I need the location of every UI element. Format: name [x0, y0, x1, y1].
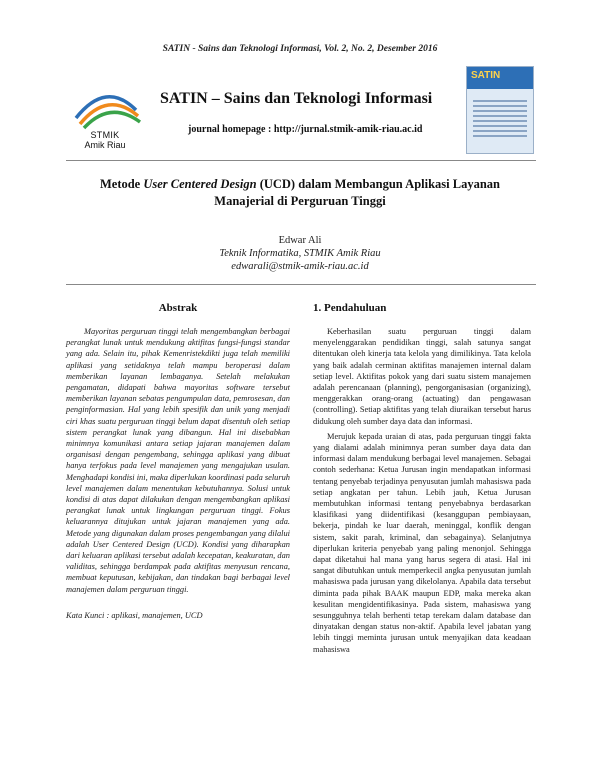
journal-header	[66, 66, 536, 156]
title-divider	[66, 284, 536, 285]
journal-homepage[interactable]: journal homepage : http://jurnal.stmik-amik-riau.ac.id	[188, 124, 423, 135]
header-divider	[66, 160, 536, 161]
paper-title-part2: (UCD) dalam Membangun Aplikasi Layanan	[256, 177, 501, 191]
cover-title: SATIN	[471, 70, 501, 81]
stmik-logo	[66, 74, 144, 154]
introduction-paragraph-1: Keberhasilan suatu perguruan tinggi dalam menyelenggarakan pendidikan tinggi, salah satunya sangat ditentukan oleh kinerja tata kelola yang dimilikinya. Tata kelola yang baik adalah cerminan aktifitas manajemen internal dalam setiap level. Aktifitas pokok yang dari suatu sistem manajemen adalah perencanaan (planning), pengorganisasian (organizing), menggerakkan orang-orang (actuating) dan pengawasan (controlling). Setiap aktifitas yang telah diuraikan tersebut harus didukung oleh sumber daya data dan informasi.	[313, 327, 531, 426]
author-name: Edwar Ali	[278, 235, 322, 246]
paper-title-part1: Metode	[99, 177, 144, 191]
logo-text-amik-riau: Amik Riau	[84, 140, 126, 150]
author-affiliation: Teknik Informatika, STMIK Amik Riau	[219, 248, 381, 259]
logo-text-stmik: STMIK	[90, 130, 120, 140]
abstract-text: Mayoritas perguruan tinggi telah mengembangkan berbagai perangkat lunak untuk mendukung aktifitas fungsi-fungsi standar yang ada. Selain itu, pihak Kemenristekdikti juga telah memiliki aplikasi yang setidaknya telah mampu beroperasi dalam memberikan layanan lembaganya. Setelah melakukan pengamatan, didapati bahwa mayoritas software tersebut memberikan layanan sebatas pengumpulan data, pemrosesan, dan penginformasian. Hal yang lebih spesifik dan unik yang menjadi ciri khas suatu perguruan tinggi belum dapat disentuh oleh setiap sistem perangkat lunak yang dibangun. Hal ini disebabkan minimnya komunikasi antara setiap jajaran manajemen dalam organisasi dengan pengembang, sehingga aplikasi yang dibuat hanya terfokus pada level manajemen yang mengajukan usulan. Menghadapi kondisi ini, maka diperlukan koordinasi pada seluruh level manajemen dalam menentukan kebutuhannya. Solusi untuk kondisi di atas dapat dilakukan dengan mengembangkan aplikasi perangkat lunak untuk lingkungan perguruan tinggi. Fokus keluarannya ditujukan untuk jajaran manajemen yang ada. Metode yang digunakan dalam proses pengembangan yang dilalui adalah User Centered Design (UCD). Kondisi yang diharapkan dari keluaran aplikasi tersebut adalah kecepatan, keakuratan, dan validitas, sehingga berdampak pada aktifitas menyusun rencana, membuat keputusan, kebijakan, dan tindakan bagi berbagai level manajemen dalam perguruan tinggi.	[66, 327, 290, 594]
author-block	[0, 234, 600, 273]
stmik-logo-mark	[66, 74, 144, 130]
introduction-paragraph-2: Merujuk kepada uraian di atas, pada perguruan tinggi fakta yang dialami adalah minimnya peran sumber daya data dan informasi dalam mendukung berbagai level manajemen. Sebagai contoh sederhana: Ketua Jurusan ingin mendapatkan informasi tentang penyebab terjadinya penyusutan jumlah mahasiswa pada setiap angkatan per tahun. Lebih jauh, Ketua Jurusan membutuhkan informasi tentang penyebabnya berdasarkan klasifikasi yang diidentifikasi (kesanggupan pembiayaan, bekerja, pindah ke luar daerah, meninggal, konflik dengan sistem, sakit parah, kriminal, dan sebagainya). Selanjutnya diperlukan kriteria penyebab yang paling menonjol. Sehingga dapat diketahui hal mana yang harus segera di atasi. Hal ini sangat dibutuhkan untuk memperkecil angka penyusutan jumlah mahasiswa pada jurusan yang dikelolanya. Apabila data tersebut diminta pada pihak BAAK maupun EDP, maka mereka akan kesulitan mengidentifikasinya. Pada sistem, mahasiswa yang sesungguhnya telah berhenti tetap terekam dalam database dan dinyatakan dengan status non-aktif. Apabila level jabatan yang lebih tinggi meminta jurusan untuk menyajikan data keadaan mahasiswa	[313, 431, 531, 654]
cover-decoration	[467, 97, 533, 140]
running-header: SATIN - Sains dan Teknologi Informasi, Vol. 2, No. 2, Desember 2016	[162, 44, 438, 54]
abstract-column	[66, 302, 290, 620]
abstract-heading: Abstrak	[158, 302, 198, 314]
paper-title-italic: User Centered Design	[143, 177, 257, 191]
introduction-heading: 1. Pendahuluan	[313, 302, 387, 314]
introduction-column	[313, 302, 531, 659]
keywords: Kata Kunci : aplikasi, manajemen, UCD	[66, 610, 203, 620]
paper-title	[60, 176, 540, 210]
journal-title: SATIN – Sains dan Teknologi Informasi	[160, 90, 433, 107]
author-email[interactable]: edwarali@stmik-amik-riau.ac.id	[231, 261, 369, 272]
journal-cover-image	[466, 66, 534, 154]
paper-title-line2: Manajerial di Perguruan Tinggi	[214, 194, 386, 208]
